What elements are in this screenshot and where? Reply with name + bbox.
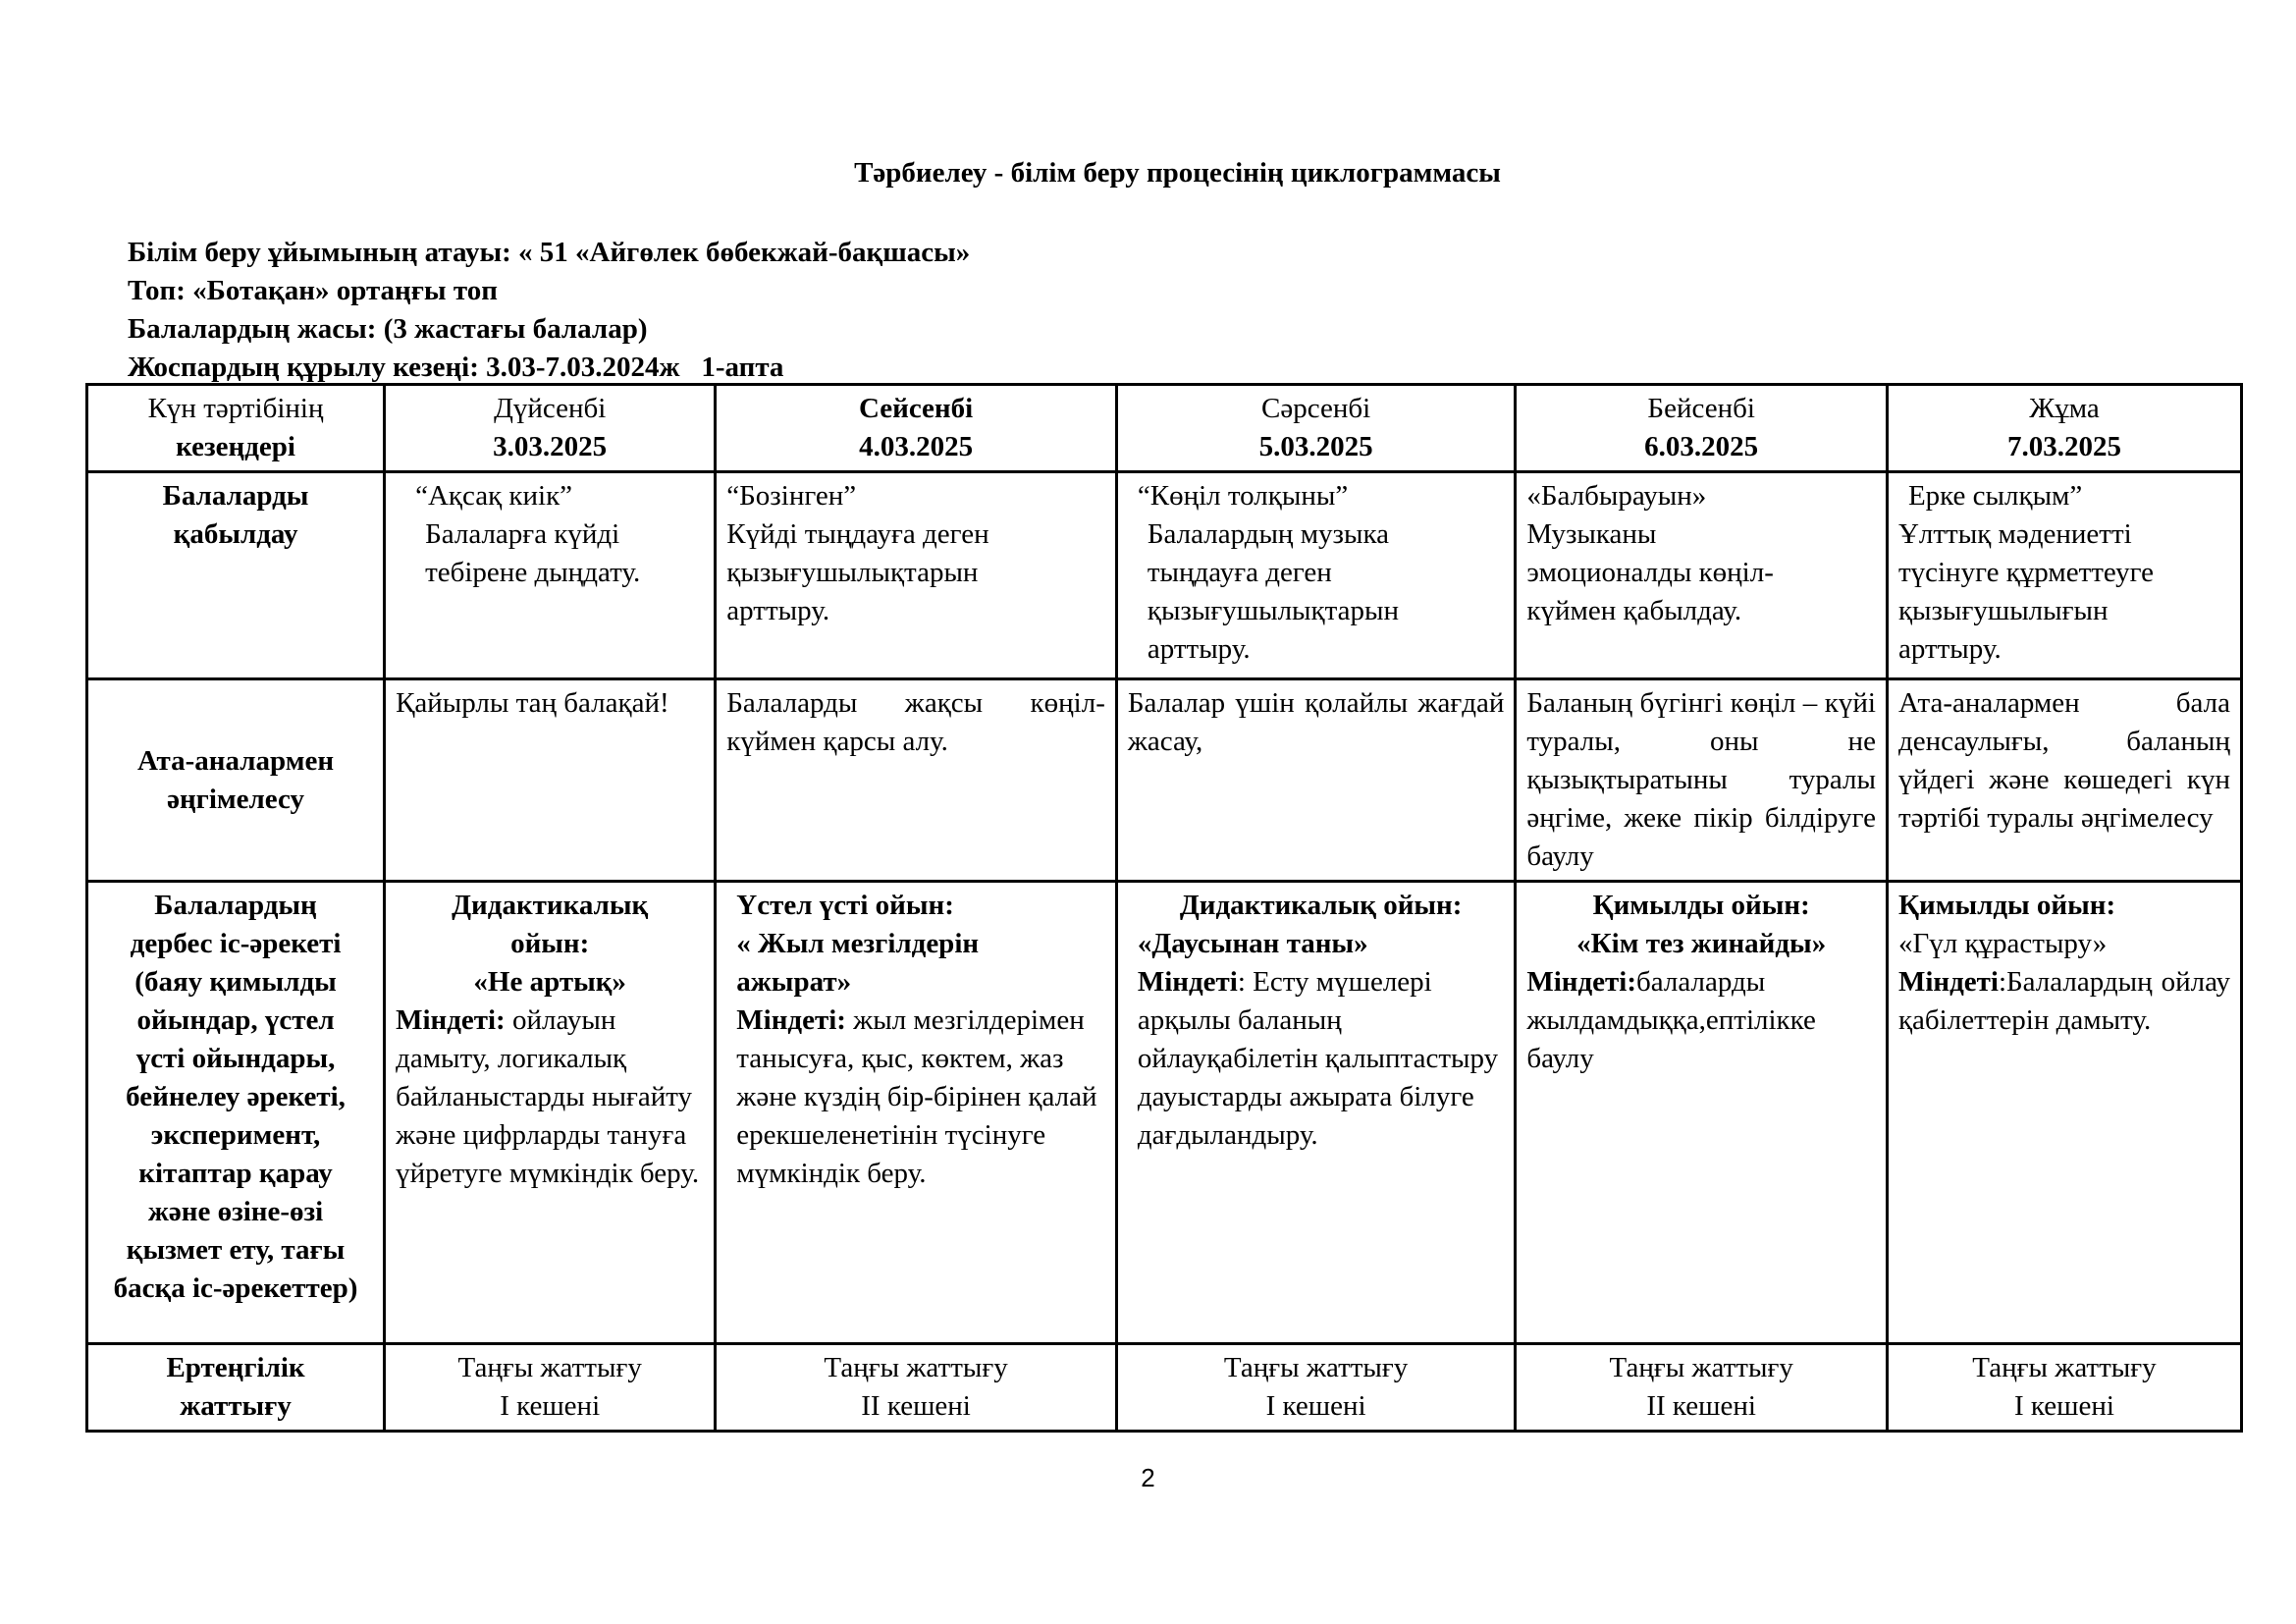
table-cell: Қайырлы таң балақай! bbox=[385, 679, 716, 882]
document-title: Тәрбиелеу - білім беру процесінің циклограммасы bbox=[854, 157, 1501, 189]
table-cell: Таңғы жаттығу ІІ кешені bbox=[716, 1344, 1117, 1432]
document-meta bbox=[128, 234, 970, 387]
table-cell: Ата-аналармен бала денсаулығы, баланың үйдегі және көшедегі күн тәртібі туралы әңгімелесу bbox=[1887, 679, 2241, 882]
header-day: Жұма 7.03.2025 bbox=[1887, 385, 2241, 472]
children-age: Балалардың жасы: (3 жастағы балалар) bbox=[128, 313, 648, 345]
page-number: 2 bbox=[1141, 1463, 1155, 1492]
table-cell: Қимылды ойын: «Кім тез жинайды» Міндеті:балаларды жылдамдыққа,ептілікке баулу bbox=[1516, 882, 1888, 1344]
header-day: Бейсенбі 6.03.2025 bbox=[1516, 385, 1888, 472]
table-cell: Таңғы жаттығу І кешені bbox=[385, 1344, 716, 1432]
table-row-reception bbox=[87, 472, 2242, 679]
table-cell: Баланың бүгінгі көңіл – күйі туралы, оны не қызықтыратыны туралы әңгіме, жеке пікір білдіруге баулу bbox=[1516, 679, 1888, 882]
group-name: Топ: «Ботақан» ортаңғы топ bbox=[128, 275, 498, 306]
table-header-row bbox=[87, 385, 2242, 472]
header-day: Сейсенбі 4.03.2025 bbox=[716, 385, 1117, 472]
table-cell: “Бозінген” Күйді тыңдауға деген қызығушылықтарын арттыру. bbox=[716, 472, 1117, 679]
table-cell: Қимылды ойын: «Гүл құрастыру» Міндеті:Балалардың ойлау қабілеттерін дамыту. bbox=[1887, 882, 2241, 1344]
table-cell: Дидактикалық ойын: «Даусынан таны» Міндеті: Есту мүшелері арқылы баланың ойлауқабілетін қалыптастыру дауыстарды ажырата білуге дағдыландыру. bbox=[1116, 882, 1516, 1344]
table-row-exercise bbox=[87, 1344, 2242, 1432]
header-day: Дүйсенбі 3.03.2025 bbox=[385, 385, 716, 472]
plan-period: Жоспардың құрылу кезеңі: 3.03-7.03.2024ж 1-апта bbox=[128, 352, 784, 383]
table-row-activity bbox=[87, 882, 2242, 1344]
table-cell: Таңғы жаттығу І кешені bbox=[1116, 1344, 1516, 1432]
org-name: Білім беру ұйымының атауы: « 51 «Айгөлек бөбекжай-бақшасы» bbox=[128, 237, 971, 268]
header-stages: Күн тәртібінің кезеңдері bbox=[87, 385, 385, 472]
table-cell: Үстел үсті ойын: « Жыл мезгілдерін ажырат» Міндеті: жыл мезгілдерімен танысуға, қыс, көктем, жаз және күздің бір-бірінен қалай ерекшеленетінін түсінуге мүмкіндік беру. bbox=[716, 882, 1117, 1344]
table-cell: Ерке сылқым” Ұлттық мәдениетті түсінуге құрметтеуге қызығушылығын арттыру. bbox=[1887, 472, 2241, 679]
table-cell: Дидактикалық ойын: «Не артық» Міндеті: ойлауын дамыту, логикалық байланыстарды нығайту және цифрларды тануға үйретуге мүмкіндік беру. bbox=[385, 882, 716, 1344]
table-cell: Балалар үшін қолайлы жағдай жасау, bbox=[1116, 679, 1516, 882]
table-cell: “Көңіл толқыны” Балалардың музыка тыңдауға деген қызығушылықтарын арттыру. bbox=[1116, 472, 1516, 679]
table-cell: “Ақсақ киік” Балаларға күйді тебірене дыңдату. bbox=[385, 472, 716, 679]
row-label: Ертеңгілік жаттығу bbox=[87, 1344, 385, 1432]
header-day: Сәрсенбі 5.03.2025 bbox=[1116, 385, 1516, 472]
table-cell: Таңғы жаттығу І кешені bbox=[1887, 1344, 2241, 1432]
table-cell: Таңғы жаттығу ІІ кешені bbox=[1516, 1344, 1888, 1432]
row-label: Балалардың дербес іс-әрекеті (баяу қимылды ойындар, үстел үсті ойындары, бейнелеу әрекеті, эксперимент, кітаптар қарау және өзіне-өзі қызмет ету, тағы басқа іс-әрекеттер) bbox=[87, 882, 385, 1344]
row-label: Ата-аналармен әңгімелесу bbox=[87, 679, 385, 882]
row-label: Балаларды қабылдау bbox=[87, 472, 385, 679]
table-cell: «Балбырауын» Музыканы эмоционалды көңіл- күймен қабылдау. bbox=[1516, 472, 1888, 679]
table-row-parents bbox=[87, 679, 2242, 882]
schedule-table bbox=[85, 383, 2243, 1433]
table-cell: Балаларды жақсы көңіл-күймен қарсы алу. bbox=[716, 679, 1117, 882]
